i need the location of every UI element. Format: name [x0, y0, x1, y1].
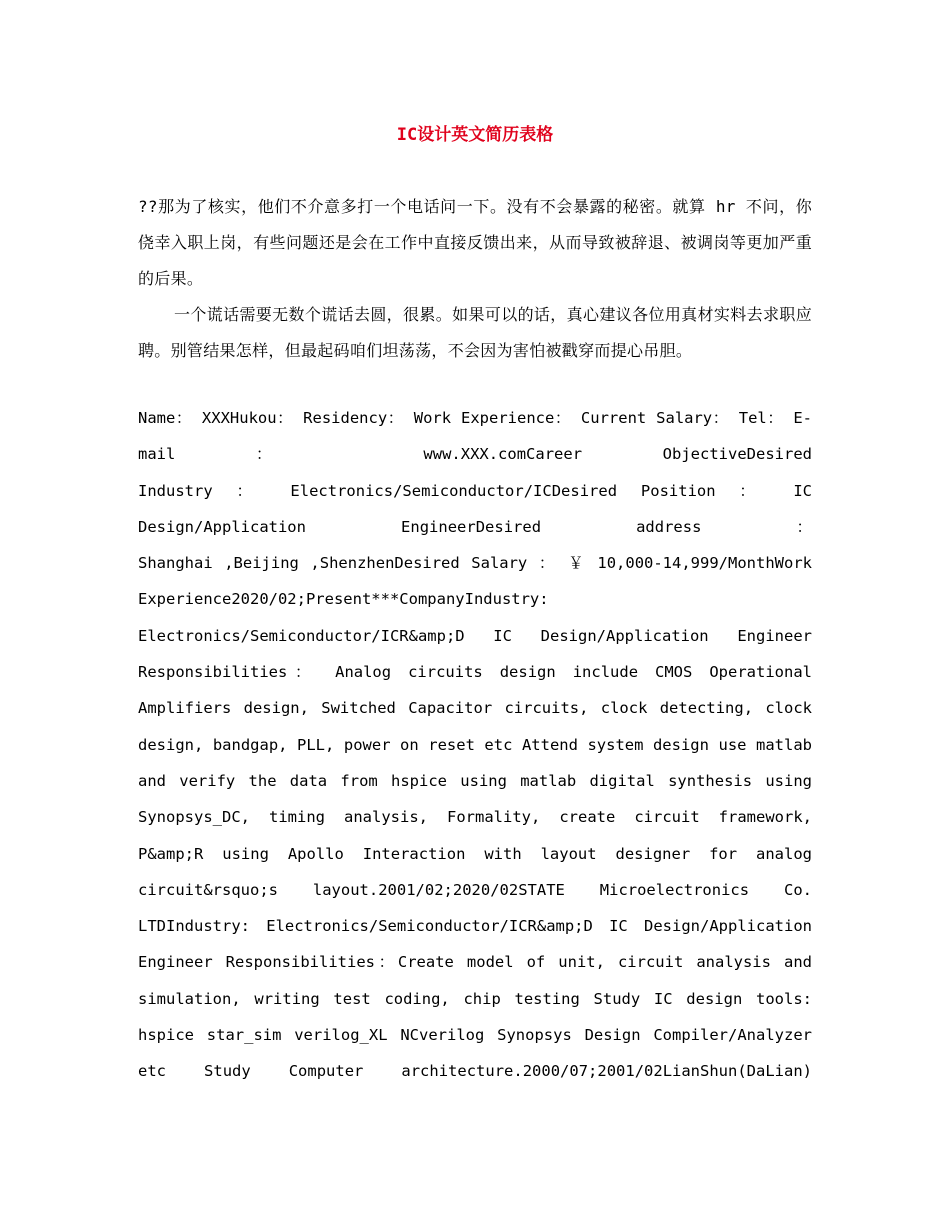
- resume-line: Design/Application EngineerDesired address ：: [138, 517, 812, 536]
- resume-line: Experience2020/02;Present***CompanyIndustry:: [138, 590, 549, 609]
- resume-line: Industry ： Electronics/Semiconductor/ICDesired Position ： IC: [138, 481, 812, 500]
- paragraph-advice: 一个谎话需要无数个谎话去圆，很累。如果可以的话，真心建议各位用真材实料去求职应聘。别管结果怎样，但最起码咱们坦荡荡，不会因为害怕被戳穿而提心吊胆。: [138, 305, 812, 360]
- resume-line: circuit&rsquo;s layout.2001/02;2020/02STATE Microelectronics Co.: [138, 880, 812, 899]
- resume-line: Name： XXXHukou： Residency： Work Experience： Current Salary： Tel： E-: [138, 409, 812, 427]
- resume-line: Shanghai ,Beijing ,ShenzhenDesired Salary ： ￥ 10,000-14,999/MonthWork: [138, 554, 812, 573]
- resume-line: and verify the data from hspice using matlab digital synthesis using: [138, 771, 812, 790]
- resume-line: Engineer Responsibilities：Create model of unit, circuit analysis and: [138, 953, 812, 972]
- document-title: IC设计英文简历表格: [396, 125, 554, 145]
- resume-line: design, bandgap, PLL, power on reset etc Attend system design use matlab: [138, 735, 812, 754]
- resume-line: hspice star_sim verilog_XL NCverilog Synopsys Design Compiler/Analyzer: [138, 1026, 812, 1045]
- resume-line: mail ： www.XXX.comCareer ObjectiveDesired: [138, 445, 812, 464]
- resume-line: LTDIndustry: Electronics/Semiconductor/ICR&amp;D IC Design/Application: [138, 917, 812, 936]
- resume-line: Electronics/Semiconductor/ICR&amp;D IC Design/Application Engineer: [138, 626, 812, 645]
- resume-line: Synopsys_DC, timing analysis, Formality, create circuit framework,: [138, 808, 812, 827]
- resume-line: P&amp;R using Apollo Interaction with layout designer for analog: [138, 844, 812, 863]
- resume-line: Amplifiers design, Switched Capacitor circuits, clock detecting, clock: [138, 699, 812, 718]
- resume-line: Responsibilities： Analog circuits design include CMOS Operational: [138, 663, 812, 682]
- resume-english-block: [138, 400, 812, 1090]
- paragraph-intro: ??那为了核实，他们不介意多打一个电话问一下。没有不会暴露的秘密。就算 hr 不问，你侥幸入职上岗，有些问题还是会在工作中直接反馈出来，从而导致被辞退、被调岗等更加严重的后果。: [138, 197, 812, 288]
- resume-line: simulation, writing test coding, chip testing Study IC design tools:: [138, 989, 812, 1008]
- resume-line: etc Study Computer architecture.2000/07;2001/02LianShun(DaLian): [138, 1062, 812, 1081]
